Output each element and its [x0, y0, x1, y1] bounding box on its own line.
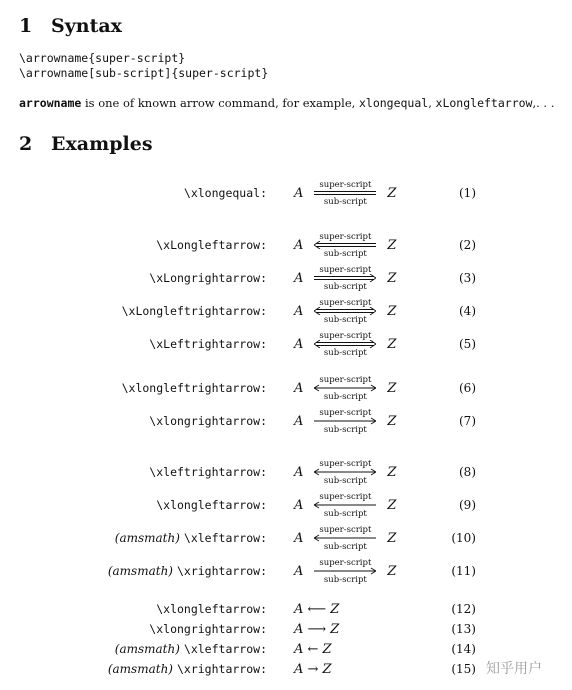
relation-expression: A ← Z: [294, 641, 332, 657]
superscript: super-script: [319, 331, 372, 341]
relation: [294, 176, 396, 210]
dright-arrow-icon: [314, 274, 376, 282]
relation: [294, 554, 396, 588]
subscript: sub-script: [323, 249, 367, 259]
right-operand: Z: [387, 336, 397, 352]
superscript: super-script: [319, 408, 372, 418]
relation-expression: A ⟵ Z: [294, 601, 340, 617]
left-operand: A: [294, 464, 304, 480]
left-operand: A: [294, 237, 304, 253]
dboth-arrow-icon: [314, 340, 376, 348]
command-label: [145, 619, 267, 639]
command-label: [152, 599, 267, 619]
command-name: \xlongleftarrow:: [156, 602, 267, 616]
right-operand: Z: [387, 270, 397, 286]
left-arrow-icon: [314, 501, 376, 509]
section-number: 2: [19, 133, 33, 155]
subscript: sub-script: [323, 476, 367, 486]
example-row: [0, 294, 572, 328]
command-label: [115, 639, 267, 659]
extensible-arrow: [306, 327, 384, 361]
command-name: \xlongrightarrow:: [149, 414, 267, 428]
example-row: [0, 599, 572, 619]
example-row: [0, 619, 572, 639]
command-name: \xlongrightarrow:: [149, 622, 267, 636]
example-row: [0, 455, 572, 489]
command-name: \xrightarrow:: [176, 564, 267, 578]
both-arrow-icon: [314, 468, 376, 476]
command-label: [145, 404, 267, 438]
right-operand: Z: [387, 185, 397, 201]
left-operand: A: [294, 380, 304, 396]
right-arrow-icon: [314, 417, 376, 425]
right-operand: Z: [387, 530, 397, 546]
command-name: \xLeftrightarrow:: [149, 337, 267, 351]
command-name: \xleftarrow:: [183, 642, 267, 656]
section-title: Syntax: [51, 15, 122, 37]
command-label: [145, 327, 267, 361]
prefix: (amsmath): [107, 564, 173, 578]
command-label: [145, 455, 267, 489]
subscript: sub-script: [323, 315, 367, 325]
relation: [294, 404, 396, 438]
command-label: [118, 294, 267, 328]
equation-number: (12): [451, 602, 476, 616]
command-name: \xLongrightarrow:: [149, 271, 267, 285]
equation-number: (11): [451, 564, 476, 578]
extensible-arrow: [306, 455, 384, 489]
equation-number: (8): [459, 465, 476, 479]
command-label: [115, 521, 267, 555]
equation-number: (4): [459, 304, 476, 318]
command-name: \xrightarrow:: [176, 662, 267, 676]
example-row: [0, 261, 572, 295]
right-operand: Z: [387, 380, 397, 396]
description-text: is one of known arrow command, for example,: [81, 96, 359, 110]
superscript: super-script: [319, 232, 372, 242]
subscript: sub-script: [323, 542, 367, 552]
example-command: xLongleftarrow: [435, 96, 533, 110]
right-operand: Z: [387, 303, 397, 319]
extensible-arrow: [306, 371, 384, 405]
equation-number: (3): [459, 271, 476, 285]
example-row: [0, 521, 572, 555]
extensible-arrow: [306, 554, 384, 588]
relation: [294, 228, 396, 262]
superscript: super-script: [319, 180, 372, 190]
command-name: \xlongleftrightarrow:: [121, 381, 267, 395]
extensible-arrow: [306, 228, 384, 262]
superscript: super-script: [319, 492, 372, 502]
right-operand: Z: [387, 497, 397, 513]
dleft-arrow-icon: [314, 241, 376, 249]
equation-number: (14): [451, 642, 476, 656]
separator: ,: [428, 96, 436, 110]
command-name: \xleftarrow:: [183, 531, 267, 545]
command-label: [108, 659, 267, 679]
equation-number: (5): [459, 337, 476, 351]
superscript: super-script: [319, 558, 372, 568]
prefix: (amsmath): [114, 642, 180, 656]
left-operand: A: [294, 185, 304, 201]
example-row: [0, 371, 572, 405]
subscript: sub-script: [323, 425, 367, 435]
extensible-arrow: [306, 294, 384, 328]
section-heading-examples: [19, 133, 153, 155]
right-operand: Z: [387, 563, 397, 579]
right-operand: Z: [387, 413, 397, 429]
relation: [294, 261, 396, 295]
subscript: sub-script: [323, 575, 367, 585]
left-operand: A: [294, 497, 304, 513]
prefix: (amsmath): [114, 531, 180, 545]
relation: [294, 327, 396, 361]
extensible-arrow: [306, 521, 384, 555]
right-operand: Z: [387, 464, 397, 480]
example-command: xlongequal: [358, 96, 429, 110]
relation-expression: A ⟶ Z: [294, 621, 340, 637]
relation-expression: A → Z: [294, 661, 332, 677]
extensible-arrow: [306, 488, 384, 522]
example-row: [0, 554, 572, 588]
command-label: [118, 371, 267, 405]
equation-number: (2): [459, 238, 476, 252]
equation-number: (9): [459, 498, 476, 512]
section-number: 1: [19, 15, 33, 37]
extensible-arrow: [306, 261, 384, 295]
right-arrow-icon: [314, 567, 376, 575]
ellipsis: ,. . .: [532, 96, 555, 110]
relation: [294, 294, 396, 328]
left-operand: A: [294, 530, 304, 546]
command-name: \xLongleftrightarrow:: [121, 304, 267, 318]
equation-number: (6): [459, 381, 476, 395]
command-name: \xlongleftarrow:: [156, 498, 267, 512]
left-operand: A: [294, 270, 304, 286]
left-operand: A: [294, 303, 304, 319]
syntax-line: \arrowname[sub-script]{super-script}: [19, 66, 269, 80]
relation: [294, 488, 396, 522]
section-title: Examples: [51, 133, 153, 155]
example-row: [0, 639, 572, 659]
extensible-arrow: [306, 176, 384, 210]
command-label: [152, 228, 267, 262]
description: [19, 96, 554, 110]
subscript: sub-script: [323, 197, 367, 207]
example-row: [0, 228, 572, 262]
arrowname-term: arrowname: [19, 96, 82, 110]
example-row: [0, 176, 572, 210]
equal-arrow-icon: [314, 189, 376, 197]
equation-number: (13): [451, 622, 476, 636]
section-heading-syntax: [19, 15, 122, 37]
left-operand: A: [294, 336, 304, 352]
equation-number: (7): [459, 414, 476, 428]
prefix: (amsmath): [107, 662, 173, 676]
extensible-arrow: [306, 404, 384, 438]
relation: [294, 521, 396, 555]
equation-number: (10): [451, 531, 476, 545]
example-row: [0, 327, 572, 361]
equation-number: (1): [459, 186, 476, 200]
command-name: \xLongleftarrow:: [156, 238, 267, 252]
command-name: \xleftrightarrow:: [149, 465, 267, 479]
syntax-block: [19, 51, 268, 81]
both-arrow-icon: [314, 384, 376, 392]
syntax-line: \arrowname{super-script}: [19, 51, 186, 65]
command-name: \xlongequal:: [183, 186, 267, 200]
left-operand: A: [294, 563, 304, 579]
superscript: super-script: [319, 459, 372, 469]
watermark: 知乎用户: [486, 661, 542, 677]
subscript: sub-script: [323, 509, 367, 519]
dboth-arrow-icon: [314, 307, 376, 315]
right-operand: Z: [387, 237, 397, 253]
command-label: [180, 176, 267, 210]
relation: [294, 371, 396, 405]
superscript: super-script: [319, 298, 372, 308]
subscript: sub-script: [323, 282, 367, 292]
example-row: [0, 488, 572, 522]
relation: [294, 455, 396, 489]
command-label: [152, 488, 267, 522]
example-row: [0, 404, 572, 438]
command-label: [145, 261, 267, 295]
equation-number: (15): [451, 662, 476, 676]
superscript: super-script: [319, 525, 372, 535]
subscript: sub-script: [323, 392, 367, 402]
left-arrow-icon: [314, 534, 376, 542]
subscript: sub-script: [323, 348, 367, 358]
superscript: super-script: [319, 375, 372, 385]
command-label: [108, 554, 267, 588]
left-operand: A: [294, 413, 304, 429]
superscript: super-script: [319, 265, 372, 275]
